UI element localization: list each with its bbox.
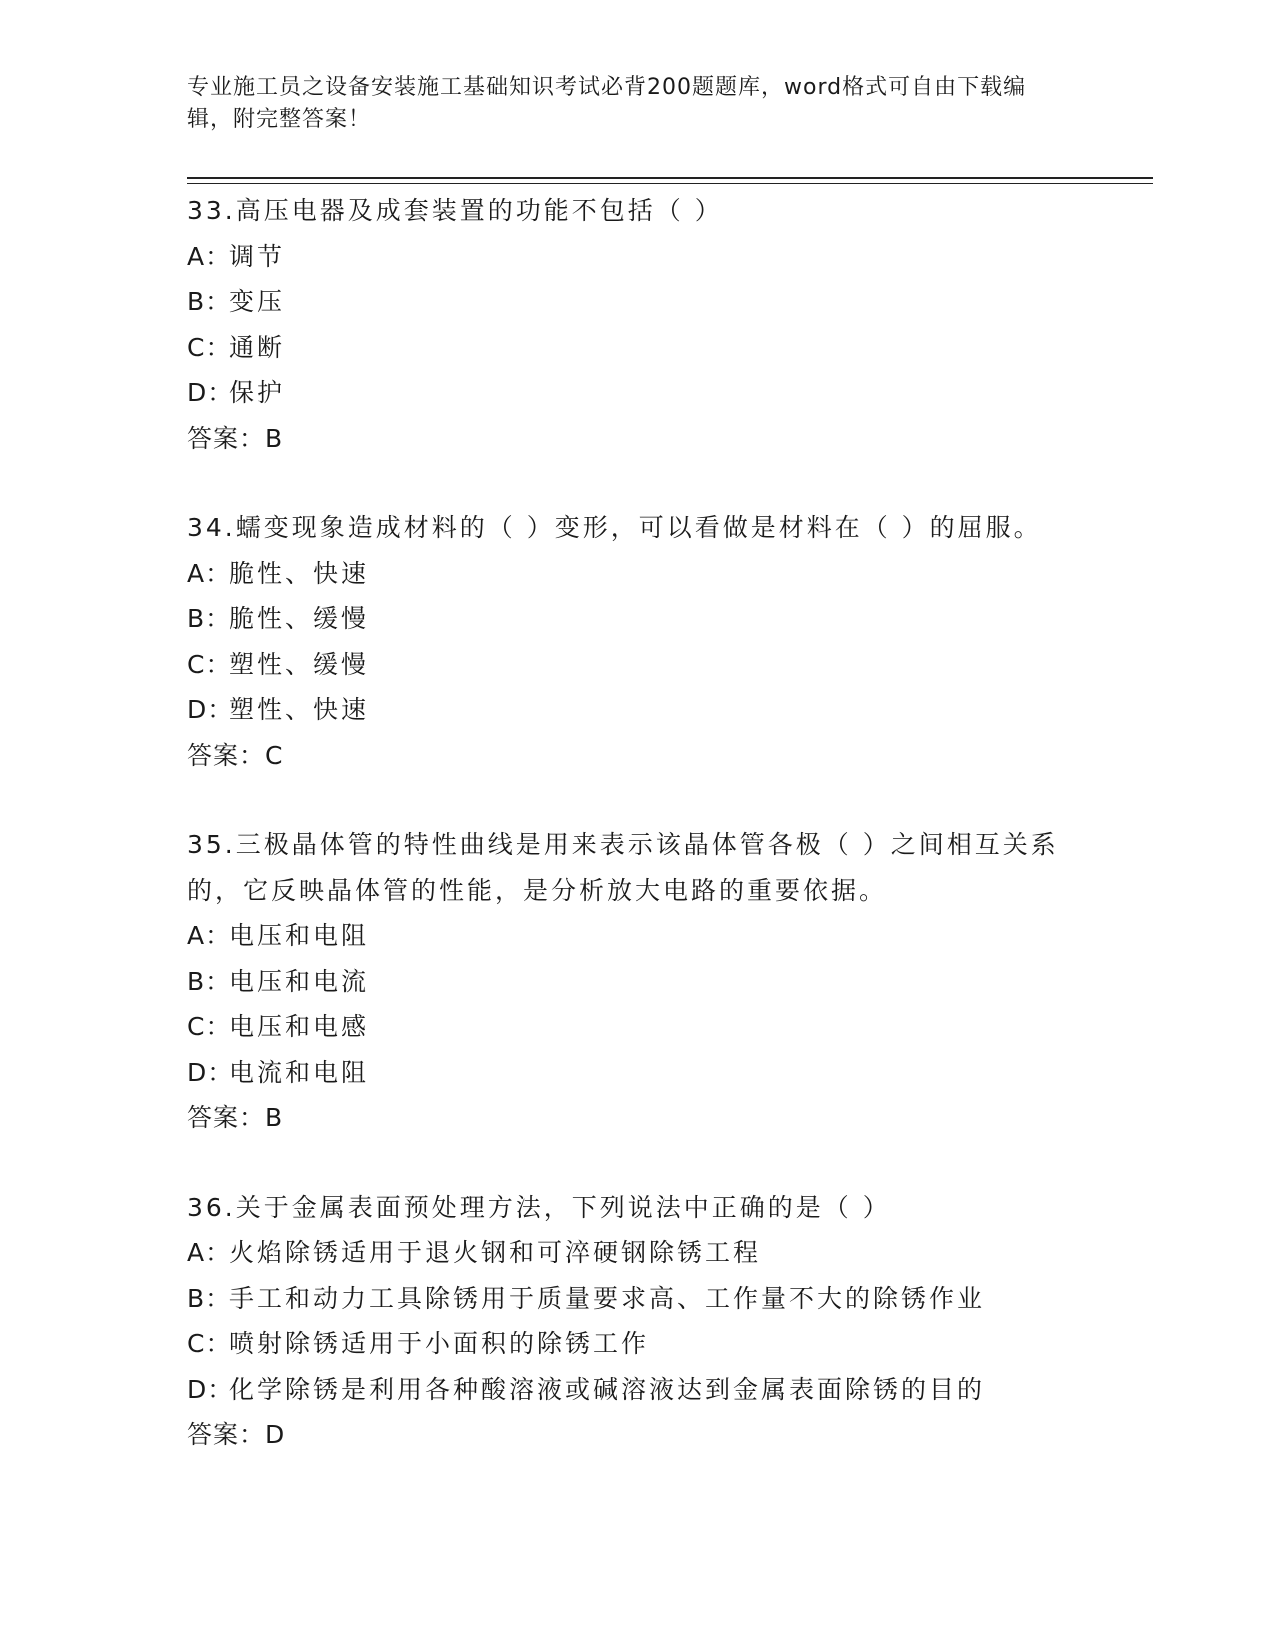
option-text: 塑性、快速 [229, 695, 370, 724]
question-stem: 35.三极晶体管的特性曲线是用来表示该晶体管各极（ ）之间相互关系的，它反映晶体管的性能，是分析放大电路的重要依据。 [187, 830, 1059, 905]
option-text: 电压和电流 [229, 966, 370, 996]
option-letter: C： [187, 1012, 232, 1041]
option-letter: B： [187, 287, 232, 316]
answer-line: 答案：D [187, 1420, 286, 1449]
question-36 [187, 1185, 1087, 1458]
option-text: 电压和电感 [229, 1012, 370, 1041]
option-b [187, 596, 1087, 642]
question-35 [187, 822, 1087, 1141]
option-text: 电压和电阻 [229, 921, 370, 950]
answer-line: 答案：B [187, 423, 284, 453]
option-letter: B： [187, 604, 232, 633]
option-text: 火焰除锈适用于退火钢和可淬硬钢除锈工程 [229, 1238, 762, 1267]
option-letter: A： [187, 241, 232, 271]
option-text: 手工和动力工具除锈用于质量要求高、工作量不大的除锈作业 [229, 1283, 986, 1313]
option-c [187, 1004, 1087, 1050]
option-letter: D： [187, 1374, 234, 1404]
option-letter: A： [187, 921, 232, 950]
option-letter: B： [187, 966, 232, 996]
option-text: 通断 [229, 332, 286, 362]
option-a [187, 234, 1087, 280]
option-letter: D： [187, 695, 234, 724]
option-letter: A： [187, 1238, 232, 1267]
question-stem: 34.蠕变现象造成材料的（ ）变形，可以看做是材料在（ ）的屈服。 [187, 513, 1042, 542]
option-a [187, 1230, 1087, 1276]
option-text: 保护 [229, 378, 286, 407]
option-letter: A： [187, 558, 232, 588]
option-text: 脆性、快速 [229, 558, 370, 588]
option-d [187, 687, 1087, 733]
question-34 [187, 505, 1087, 778]
option-d [187, 370, 1087, 416]
option-letter: C： [187, 649, 232, 679]
option-a [187, 913, 1087, 959]
question-list [187, 188, 1087, 1502]
option-letter: C： [187, 332, 232, 362]
option-letter: B： [187, 1283, 232, 1313]
question-stem: 33.高压电器及成套装置的功能不包括（ ） [187, 196, 723, 225]
option-a [187, 551, 1087, 597]
option-d [187, 1367, 1087, 1413]
option-c [187, 1321, 1087, 1367]
option-text: 脆性、缓慢 [229, 604, 370, 633]
header-divider [187, 177, 1153, 184]
option-c [187, 642, 1087, 688]
option-text: 喷射除锈适用于小面积的除锈工作 [229, 1329, 650, 1358]
question-33 [187, 188, 1087, 461]
document-header: 专业施工员之设备安装施工基础知识考试必背200题题库，word格式可自由下载编辑，附完整答案！ [187, 75, 1027, 132]
option-letter: D： [187, 378, 234, 407]
option-text: 变压 [229, 287, 286, 316]
option-b [187, 279, 1087, 325]
question-stem: 36.关于金属表面预处理方法，下列说法中正确的是（ ） [187, 1192, 891, 1222]
option-letter: C： [187, 1329, 232, 1358]
option-text: 调节 [229, 241, 286, 271]
option-text: 塑性、缓慢 [229, 649, 370, 679]
option-text: 电流和电阻 [229, 1057, 370, 1087]
option-text: 化学除锈是利用各种酸溶液或碱溶液达到金属表面除锈的目的 [229, 1374, 986, 1404]
option-c [187, 325, 1087, 371]
option-b [187, 1276, 1087, 1322]
answer-line: 答案：C [187, 740, 284, 770]
option-d [187, 1050, 1087, 1096]
answer-line: 答案：B [187, 1103, 284, 1132]
option-letter: D： [187, 1057, 234, 1087]
option-b [187, 959, 1087, 1005]
